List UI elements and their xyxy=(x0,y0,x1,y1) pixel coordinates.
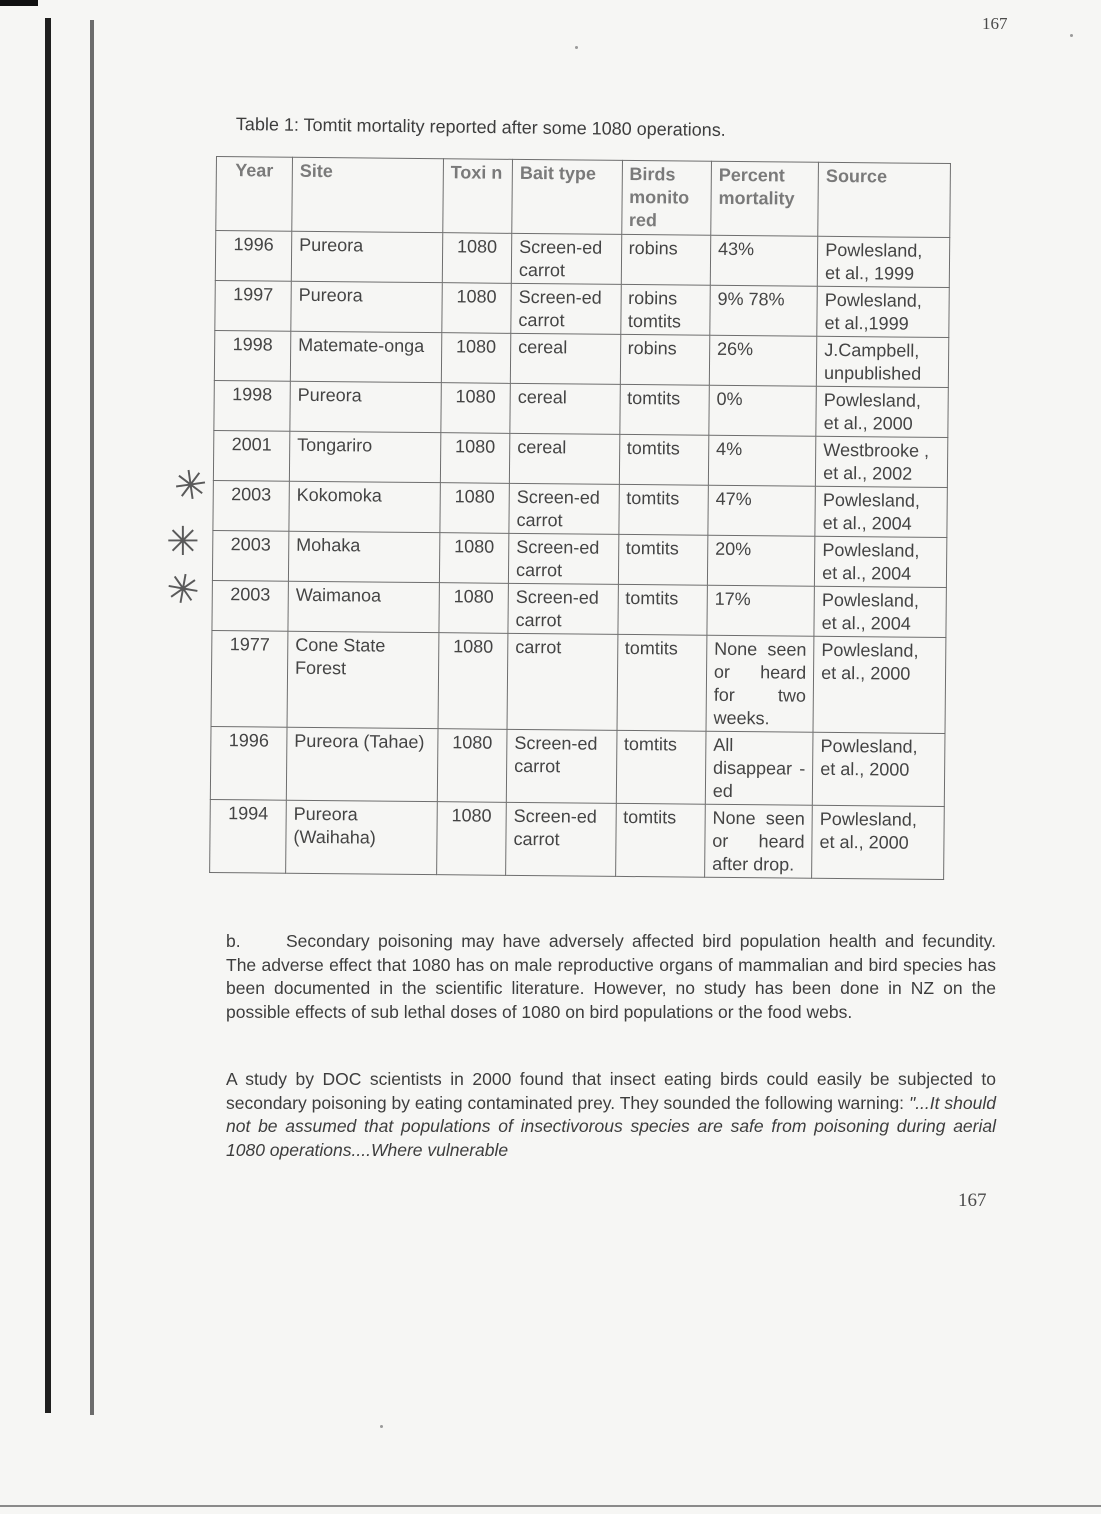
cell-source: Powlesland, et al., 2004 xyxy=(815,486,947,537)
cell-bait-type: Screen-ed carrot xyxy=(508,583,618,634)
cell-birds-monitored: tomtits xyxy=(617,634,707,731)
cell-birds-monitored: robins tomtits xyxy=(620,284,710,335)
table-caption: Table 1: Tomtit mortality reported after some 1080 operations. xyxy=(235,114,726,140)
paragraph-text: Secondary poisoning may have adversely affected bird population health and fecundity. The adverse effect that 1080 has on male reproductive organs of mammalian and bird species has been documented in the scientific literature. However, no study has been done in NZ on the possible effects of sub lethal doses of 1080 on bird populations or the food webs. xyxy=(226,931,996,1022)
table-body xyxy=(210,231,950,880)
cell-toxin: 1080 xyxy=(440,483,510,534)
cell-source: Powlesland, et al., 2004 xyxy=(814,586,946,637)
header-percent-mortality: Percent mortality xyxy=(711,161,819,236)
page-bottom-edge xyxy=(0,1505,1101,1507)
header-birds-monitored: Birds monito red xyxy=(621,160,711,235)
cell-birds-monitored: robins xyxy=(620,334,710,385)
cell-bait-type: cereal xyxy=(509,433,619,484)
cell-site: Cone State Forest xyxy=(287,631,439,728)
cell-source: Powlesland, et al.,1999 xyxy=(817,286,949,337)
cell-percent-mortality: 9% 78% xyxy=(710,285,818,336)
cell-source: Powlesland, et al., 2000 xyxy=(813,636,946,733)
scan-speck xyxy=(380,1425,383,1428)
cell-toxin: 1080 xyxy=(442,283,512,334)
cell-birds-monitored: tomtits xyxy=(617,584,707,635)
cell-percent-mortality: 26% xyxy=(709,335,817,386)
cell-bait-type: Screen-ed carrot xyxy=(509,483,619,534)
cell-year: 2003 xyxy=(212,580,288,631)
paragraph-quote: "...It should not be assumed that populations of insectivorous species are safe from poisoning during aerial 1080 operations....Where vulnerable xyxy=(226,1092,996,1160)
cell-birds-monitored: tomtits xyxy=(616,730,706,804)
cell-year: 1994 xyxy=(210,799,287,873)
cell-bait-type: Screen-ed carrot xyxy=(511,233,621,284)
header-bait-type: Bait type xyxy=(512,159,622,234)
cell-birds-monitored: tomtits xyxy=(618,484,708,535)
cell-percent-mortality: 20% xyxy=(707,535,815,586)
handwritten-asterisk-mark: ✳ xyxy=(170,460,211,512)
cell-toxin: 1080 xyxy=(436,802,506,876)
handwritten-asterisk-mark: ✳ xyxy=(166,519,200,565)
cell-source: Powlesland, et al., 2004 xyxy=(815,536,947,587)
table-row xyxy=(212,580,946,637)
cell-site: Mohaka xyxy=(288,531,439,582)
table-row xyxy=(212,530,946,587)
cell-toxin: 1080 xyxy=(440,433,510,484)
cell-toxin: 1080 xyxy=(441,333,511,384)
cell-percent-mortality: 4% xyxy=(708,435,816,486)
cell-toxin: 1080 xyxy=(438,633,508,730)
cell-year: 1996 xyxy=(210,726,287,800)
cell-bait-type: carrot xyxy=(507,633,617,730)
cell-birds-monitored: tomtits xyxy=(619,384,709,435)
paragraph-label: b. xyxy=(226,931,241,951)
table-row xyxy=(210,726,945,806)
cell-percent-mortality: 17% xyxy=(707,585,815,636)
cell-percent-mortality: 47% xyxy=(708,485,816,536)
header-year: Year xyxy=(216,157,293,232)
cell-bait-type: Screen-ed carrot xyxy=(506,729,616,803)
cell-birds-monitored: tomtits xyxy=(619,434,709,485)
cell-bait-type: cereal xyxy=(510,333,620,384)
page-number-bottom: 167 xyxy=(958,1190,987,1211)
cell-toxin: 1080 xyxy=(439,583,509,634)
cell-toxin: 1080 xyxy=(441,383,511,434)
table-header-row xyxy=(216,157,951,238)
cell-bait-type: Screen-ed carrot xyxy=(506,802,616,876)
cell-site: Pureora xyxy=(291,231,442,282)
paragraph-doc-study xyxy=(226,1068,996,1162)
header-toxin: Toxi n xyxy=(443,159,513,234)
cell-year: 2003 xyxy=(212,530,288,581)
table-row xyxy=(214,330,948,387)
cell-year: 1977 xyxy=(211,630,288,727)
cell-site: Pureora (Waihaha) xyxy=(286,800,438,874)
cell-source: Westbrooke , et al., 2002 xyxy=(816,436,948,487)
scan-speck xyxy=(1070,34,1073,37)
table-row xyxy=(213,480,947,537)
page-number-top: 167 xyxy=(982,14,1008,33)
cell-percent-mortality: 43% xyxy=(710,235,818,286)
cell-site: Matemate-onga xyxy=(290,331,441,382)
table-row xyxy=(215,231,949,288)
cell-site: Pureora xyxy=(291,281,442,332)
handwritten-asterisk-mark: ✳ xyxy=(162,564,204,616)
cell-toxin: 1080 xyxy=(437,729,507,803)
scan-speck xyxy=(575,46,578,49)
cell-year: 1998 xyxy=(214,330,290,381)
binding-edge-light xyxy=(90,20,94,1415)
cell-year: 1996 xyxy=(215,231,291,282)
cell-source: Powlesland, et al., 2000 xyxy=(812,732,945,806)
header-site: Site xyxy=(292,157,444,232)
cell-site: Kokomoka xyxy=(289,481,440,532)
cell-year: 2001 xyxy=(213,430,289,481)
cell-site: Pureora (Tahae) xyxy=(286,727,438,801)
cell-percent-mortality: 0% xyxy=(709,385,817,436)
cell-toxin: 1080 xyxy=(439,533,509,584)
paragraph-secondary-poisoning xyxy=(226,930,996,1024)
cell-source: Powlesland, et al., 1999 xyxy=(817,236,949,287)
mortality-table xyxy=(209,156,951,880)
cell-source: J.Campbell, unpublished xyxy=(816,336,948,387)
cell-toxin: 1080 xyxy=(442,233,512,284)
binding-edge-dark xyxy=(45,18,51,1413)
mortality-table-wrapper xyxy=(209,156,951,880)
cell-year: 1997 xyxy=(215,280,291,331)
cell-site: Waimanoa xyxy=(288,581,439,632)
table-row xyxy=(214,380,948,437)
header-source: Source xyxy=(818,162,951,237)
cell-year: 2003 xyxy=(213,480,289,531)
cell-site: Tongariro xyxy=(289,431,440,482)
cell-percent-mortality: None seen or heard for two weeks. xyxy=(706,635,814,732)
table-row xyxy=(211,630,946,733)
cell-birds-monitored: tomtits xyxy=(615,803,705,877)
cell-percent-mortality: All disappear -ed xyxy=(705,731,813,805)
cell-source: Powlesland, et al., 2000 xyxy=(816,386,948,437)
cell-birds-monitored: tomtits xyxy=(618,534,708,585)
table-row xyxy=(210,799,945,879)
cell-bait-type: Screen-ed carrot xyxy=(511,283,621,334)
cell-source: Powlesland, et al., 2000 xyxy=(812,805,945,879)
cell-site: Pureora xyxy=(290,381,441,432)
table-row xyxy=(213,430,947,487)
cell-bait-type: Screen-ed carrot xyxy=(508,533,618,584)
paragraph-text: A study by DOC scientists in 2000 found that insect eating birds could easily be subjected to secondary poisoning by eating contaminated prey. They sounded the following warning: xyxy=(226,1069,996,1113)
scan-corner-mark xyxy=(0,0,38,6)
cell-year: 1998 xyxy=(214,380,290,431)
cell-bait-type: cereal xyxy=(510,383,620,434)
cell-birds-monitored: robins xyxy=(621,234,711,285)
cell-percent-mortality: None seen or heard after drop. xyxy=(705,804,813,878)
table-row xyxy=(215,280,949,337)
